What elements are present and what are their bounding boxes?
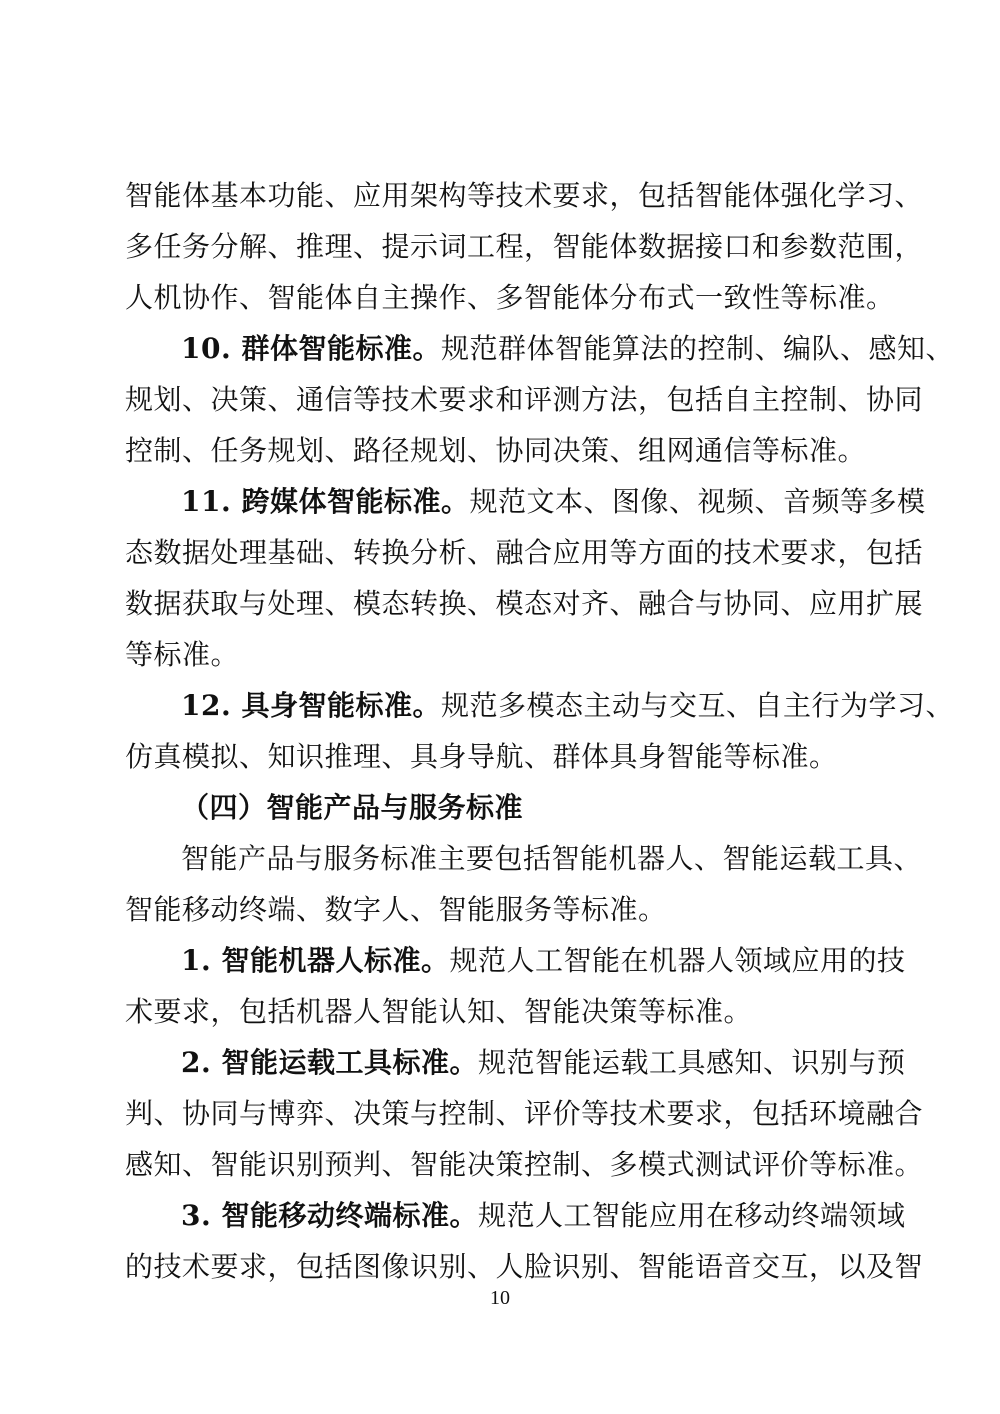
body-line: 判、协同与博弈、决策与控制、评价等技术要求，包括环境融合 <box>125 1097 924 1130</box>
section-11-line: 11. 跨媒体智能标准。规范文本、图像、视频、音频等多模 <box>181 485 926 518</box>
body-line: 仿真模拟、知识推理、具身导航、群体具身智能等标准。 <box>125 740 838 773</box>
body-line: 术要求，包括机器人智能认知、智能决策等标准。 <box>125 995 753 1028</box>
body-line: 多任务分解、推理、提示词工程，智能体数据接口和参数范围， <box>125 230 924 263</box>
item-2-heading: 2. 智能运载工具标准。 <box>181 1046 478 1079</box>
body-line: 控制、任务规划、路径规划、协同决策、组网通信等标准。 <box>125 434 867 467</box>
item-3-heading: 3. 智能移动终端标准。 <box>181 1199 478 1232</box>
body-line: 人机协作、智能体自主操作、多智能体分布式一致性等标准。 <box>125 281 895 314</box>
body-line: 智能体基本功能、应用架构等技术要求，包括智能体强化学习、 <box>125 179 924 212</box>
section-11-heading: 11. 跨媒体智能标准。 <box>181 485 470 518</box>
body-line: 态数据处理基础、转换分析、融合应用等方面的技术要求，包括 <box>125 536 924 569</box>
item-3-line: 3. 智能移动终端标准。规范人工智能应用在移动终端领域 <box>181 1199 906 1232</box>
item-2-line: 2. 智能运载工具标准。规范智能运载工具感知、识别与预 <box>181 1046 906 1079</box>
section-10-line: 10. 群体智能标准。规范群体智能算法的控制、编队、感知、 <box>181 332 954 365</box>
body-line: 智能移动终端、数字人、智能服务等标准。 <box>125 893 667 926</box>
section-10-heading: 10. 群体智能标准。 <box>181 332 441 365</box>
body-line: 等标准。 <box>125 638 240 671</box>
body-line: 感知、智能识别预判、智能决策控制、多模式测试评价等标准。 <box>125 1148 924 1181</box>
body-line: 数据获取与处理、模态转换、模态对齐、融合与协同、应用扩展 <box>125 587 924 620</box>
body-line: 的技术要求，包括图像识别、人脸识别、智能语音交互，以及智 <box>125 1250 924 1283</box>
section-12-line: 12. 具身智能标准。规范多模态主动与交互、自主行为学习、 <box>181 689 954 722</box>
section-12-heading: 12. 具身智能标准。 <box>181 689 441 722</box>
subsection-heading: （四）智能产品与服务标准 <box>181 791 524 824</box>
page-number: 10 <box>490 1287 510 1309</box>
item-1-heading: 1. 智能机器人标准。 <box>181 944 450 977</box>
item-1-line: 1. 智能机器人标准。规范人工智能在机器人领域应用的技 <box>181 944 906 977</box>
body-line: 规划、决策、通信等技术要求和评测方法，包括自主控制、协同 <box>125 383 924 416</box>
body-line: 智能产品与服务标准主要包括智能机器人、智能运载工具、 <box>181 842 923 875</box>
